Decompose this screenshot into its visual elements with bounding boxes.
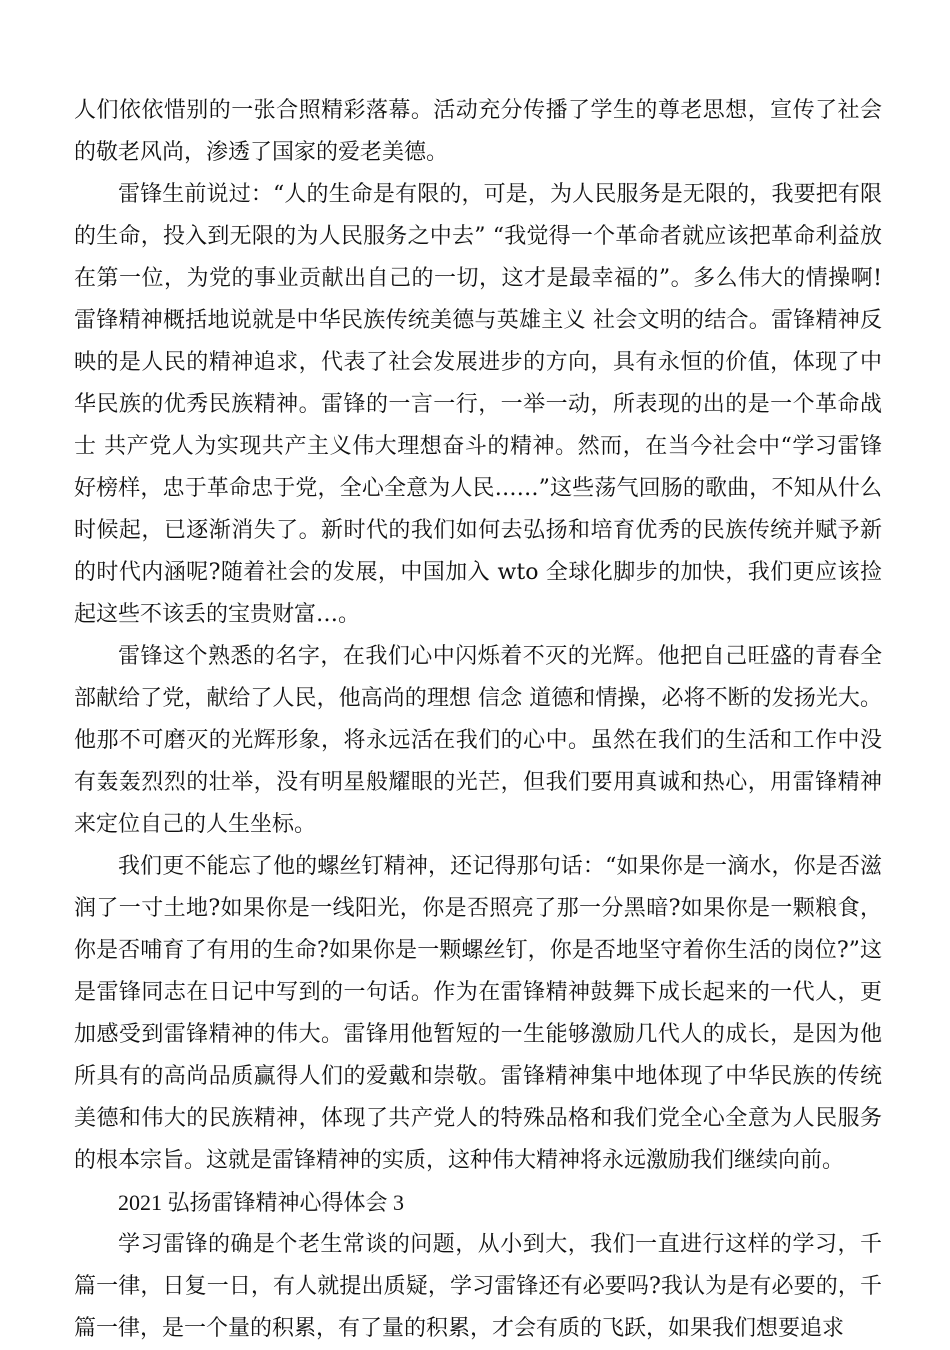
paragraph-leifeng-quote: 雷锋生前说过：“人的生命是有限的，可是，为人民服务是无限的，我要把有限的生命，投入到无限的为人民服务之中去” “我觉得一个革命者就应该把革命利益放在第一位，为党的事业贡献出自己的一切，这才是最幸福的”。多么伟大的情操啊!雷锋精神概括地说就是中华民族传统美德与英雄主义 社会文明的结合。雷锋精神反映的是人民的精神追求，代表了社会发展进步的方向，具有永恒的价值，体现了中华民族的优秀民族精神。雷锋的一言一行，一举一动，所表现的出的是一个革命战士 共产党人为实现共产主义伟大理想奋斗的精神。然而，在当今社会中“学习雷锋好榜样，忠于革命忠于党，全心全意为人民……”这些荡气回肠的歌曲，不知从什么时候起，已逐渐消失了。新时代的我们如何去弘扬和培育优秀的民族传统并赋予新的时代内涵呢?随着社会的发展，中国加入 wto 全球化脚步的加快，我们更应该捡起这些不该丢的宝贵财富…。 — [74, 182, 882, 627]
paragraph-learning-leifeng: 学习雷锋的确是个老生常谈的问题，从小到大，我们一直进行这样的学习，千篇一律，日复一日，有人就提出质疑，学习雷锋还有必要吗?我认为是有必要的，千篇一律，是一个量的积累，有了量的积累，才会有质的飞跃，如果我们想要追求 — [74, 1232, 882, 1341]
section-heading: 2021 弘扬雷锋精神心得体会 3 — [118, 1190, 405, 1215]
paragraph-leifeng-name: 雷锋这个熟悉的名字，在我们心中闪烁着不灭的光辉。他把自己旺盛的青春全部献给了党，献给了人民，他高尚的理想 信念 道德和情操，必将不断的发扬光大。他那不可磨灭的光辉形象，将永远活在我们的心中。虽然在我们的生活和工作中没有轰轰烈烈的壮举，没有明星般耀眼的光芒，但我们要用真诚和热心，用雷锋精神来定位自己的人生坐标。 — [74, 644, 882, 837]
paragraph-screw-spirit: 我们更不能忘了他的螺丝钉精神，还记得那句话：“如果你是一滴水，你是否滋润了一寸土地?如果你是一线阳光，你是否照亮了那一分黑暗?如果你是一颗粮食，你是否哺育了有用的生命?如果你是一颗螺丝钉，你是否地坚守着你生活的岗位?”这是雷锋同志在日记中写到的一句话。作为在雷锋精神鼓舞下成长起来的一代人，更加感受到雷锋精神的伟大。雷锋用他暂短的一生能够激励几代人的成长，是因为他所具有的高尚品质赢得人们的爱戴和崇敬。雷锋精神集中地体现了中华民族的传统美德和伟大的民族精神，体现了共产党人的特殊品格和我们党全心全意为人民服务的根本宗旨。这就是雷锋精神的实质，这种伟大精神将永远激励我们继续向前。 — [74, 854, 882, 1173]
paragraph-continuation: 人们依依惜别的一张合照精彩落幕。活动充分传播了学生的尊老思想，宣传了社会的敬老风尚，渗透了国家的爱老美德。 — [74, 98, 882, 165]
document-body — [74, 90, 882, 1350]
